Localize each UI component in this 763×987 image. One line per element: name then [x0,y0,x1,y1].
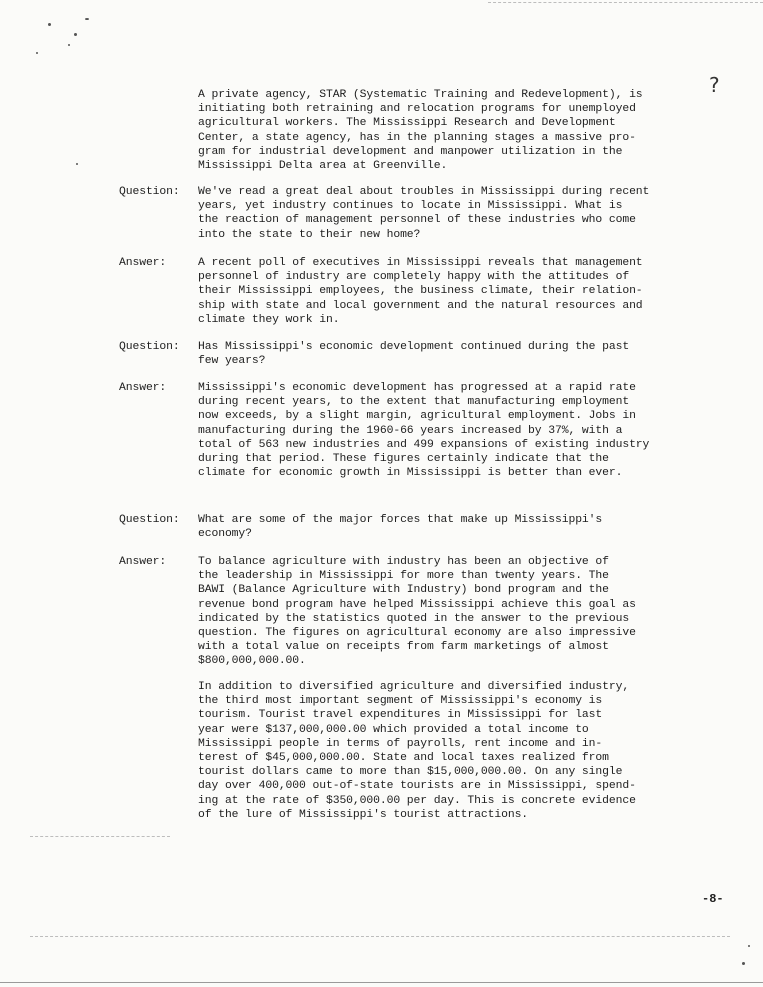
scan-edge-line [30,936,730,937]
scan-speck [748,945,750,947]
scan-speck [68,44,70,46]
scan-edge-line [30,836,170,837]
scan-speck [742,962,745,965]
scan-edge-line [0,982,763,983]
scan-speck [36,52,38,54]
question-text: What are some of the major forces that make up Mississippi's economy? [198,514,603,541]
question-label: Question: [119,341,180,353]
answer-label: Answer: [119,257,167,269]
answer-text: A recent poll of executives in Mississippi reveals that management personnel of industry are completely happy with the attitudes of their Mississippi employees, the business climate, their relation- ship with state and local government and the natural resources and climate they work in. [198,257,643,326]
scan-speck [76,163,78,165]
scan-edge-line [488,2,763,3]
scan-speck [85,18,89,20]
question-label: Question: [119,514,180,526]
question-text: Has Mississippi's economic development continued during the past few years? [198,341,630,368]
intro-paragraph: A private agency, STAR (Systematic Training and Redevelopment), is initiating both retraining and relocation programs for unemployed agricultural workers. The Mississippi Research and Development Center, a state agency, has in the planning stages a massive pro- gram for industrial development and manpower utilization in the Mississippi Delta area at Greenville. [198,89,643,173]
scan-speck [74,33,77,36]
answer-label: Answer: [119,382,167,394]
answer-text: Mississippi's economic development has progressed at a rapid rate during recent years, to the extent that manufacturing employment now exceeds, by a slight margin, agricultural employment. Jobs in manufacturing during the 1960-66 years increased by 37%, with a total of 563 new industries and 499 expansions of existing industry during that period. These figures certainly indicate that the climate for economic growth in Mississippi is better than ever. [198,382,650,480]
page-number: -8- [702,892,724,906]
answer-label: Answer: [119,556,167,568]
answer-text: To balance agriculture with industry has been an objective of the leadership in Mississippi for more than twenty years. The BAWI (Balance Agriculture with Industry) bond program and the revenue bond program have helped Mississippi achieve this goal as indicated by the statistics quoted in the answer to the previous question. The figures on agricultural economy are also impressive with a total value on receipts from farm marketings of almost $800,000,000.00. [198,556,636,668]
margin-question-mark: ? [709,73,720,97]
question-text: We've read a great deal about troubles in Mississippi during recent years, yet industry continues to locate in Mississippi. What is the reaction of management personnel of these industries who come into the state to their new home? [198,186,650,241]
scan-speck [48,23,51,26]
question-label: Question: [119,186,180,198]
closing-paragraph: In addition to diversified agriculture and diversified industry, the third most important segment of Mississippi's economy is tourism. Tourist travel expenditures in Mississippi for last year were $137,000,000.00 which provided a total income to Mississippi people in terms of payrolls, rent income and in- terest of $45,000,000.00. State and local taxes realized from tourist dollars came to more than $15,000,000.00. On any single day over 400,000 out-of-state tourists are in Mississippi, spend- ing at the rate of $350,000.00 per day. This is concrete evidence of the lure of Mississippi's tourist attractions. [198,681,636,821]
